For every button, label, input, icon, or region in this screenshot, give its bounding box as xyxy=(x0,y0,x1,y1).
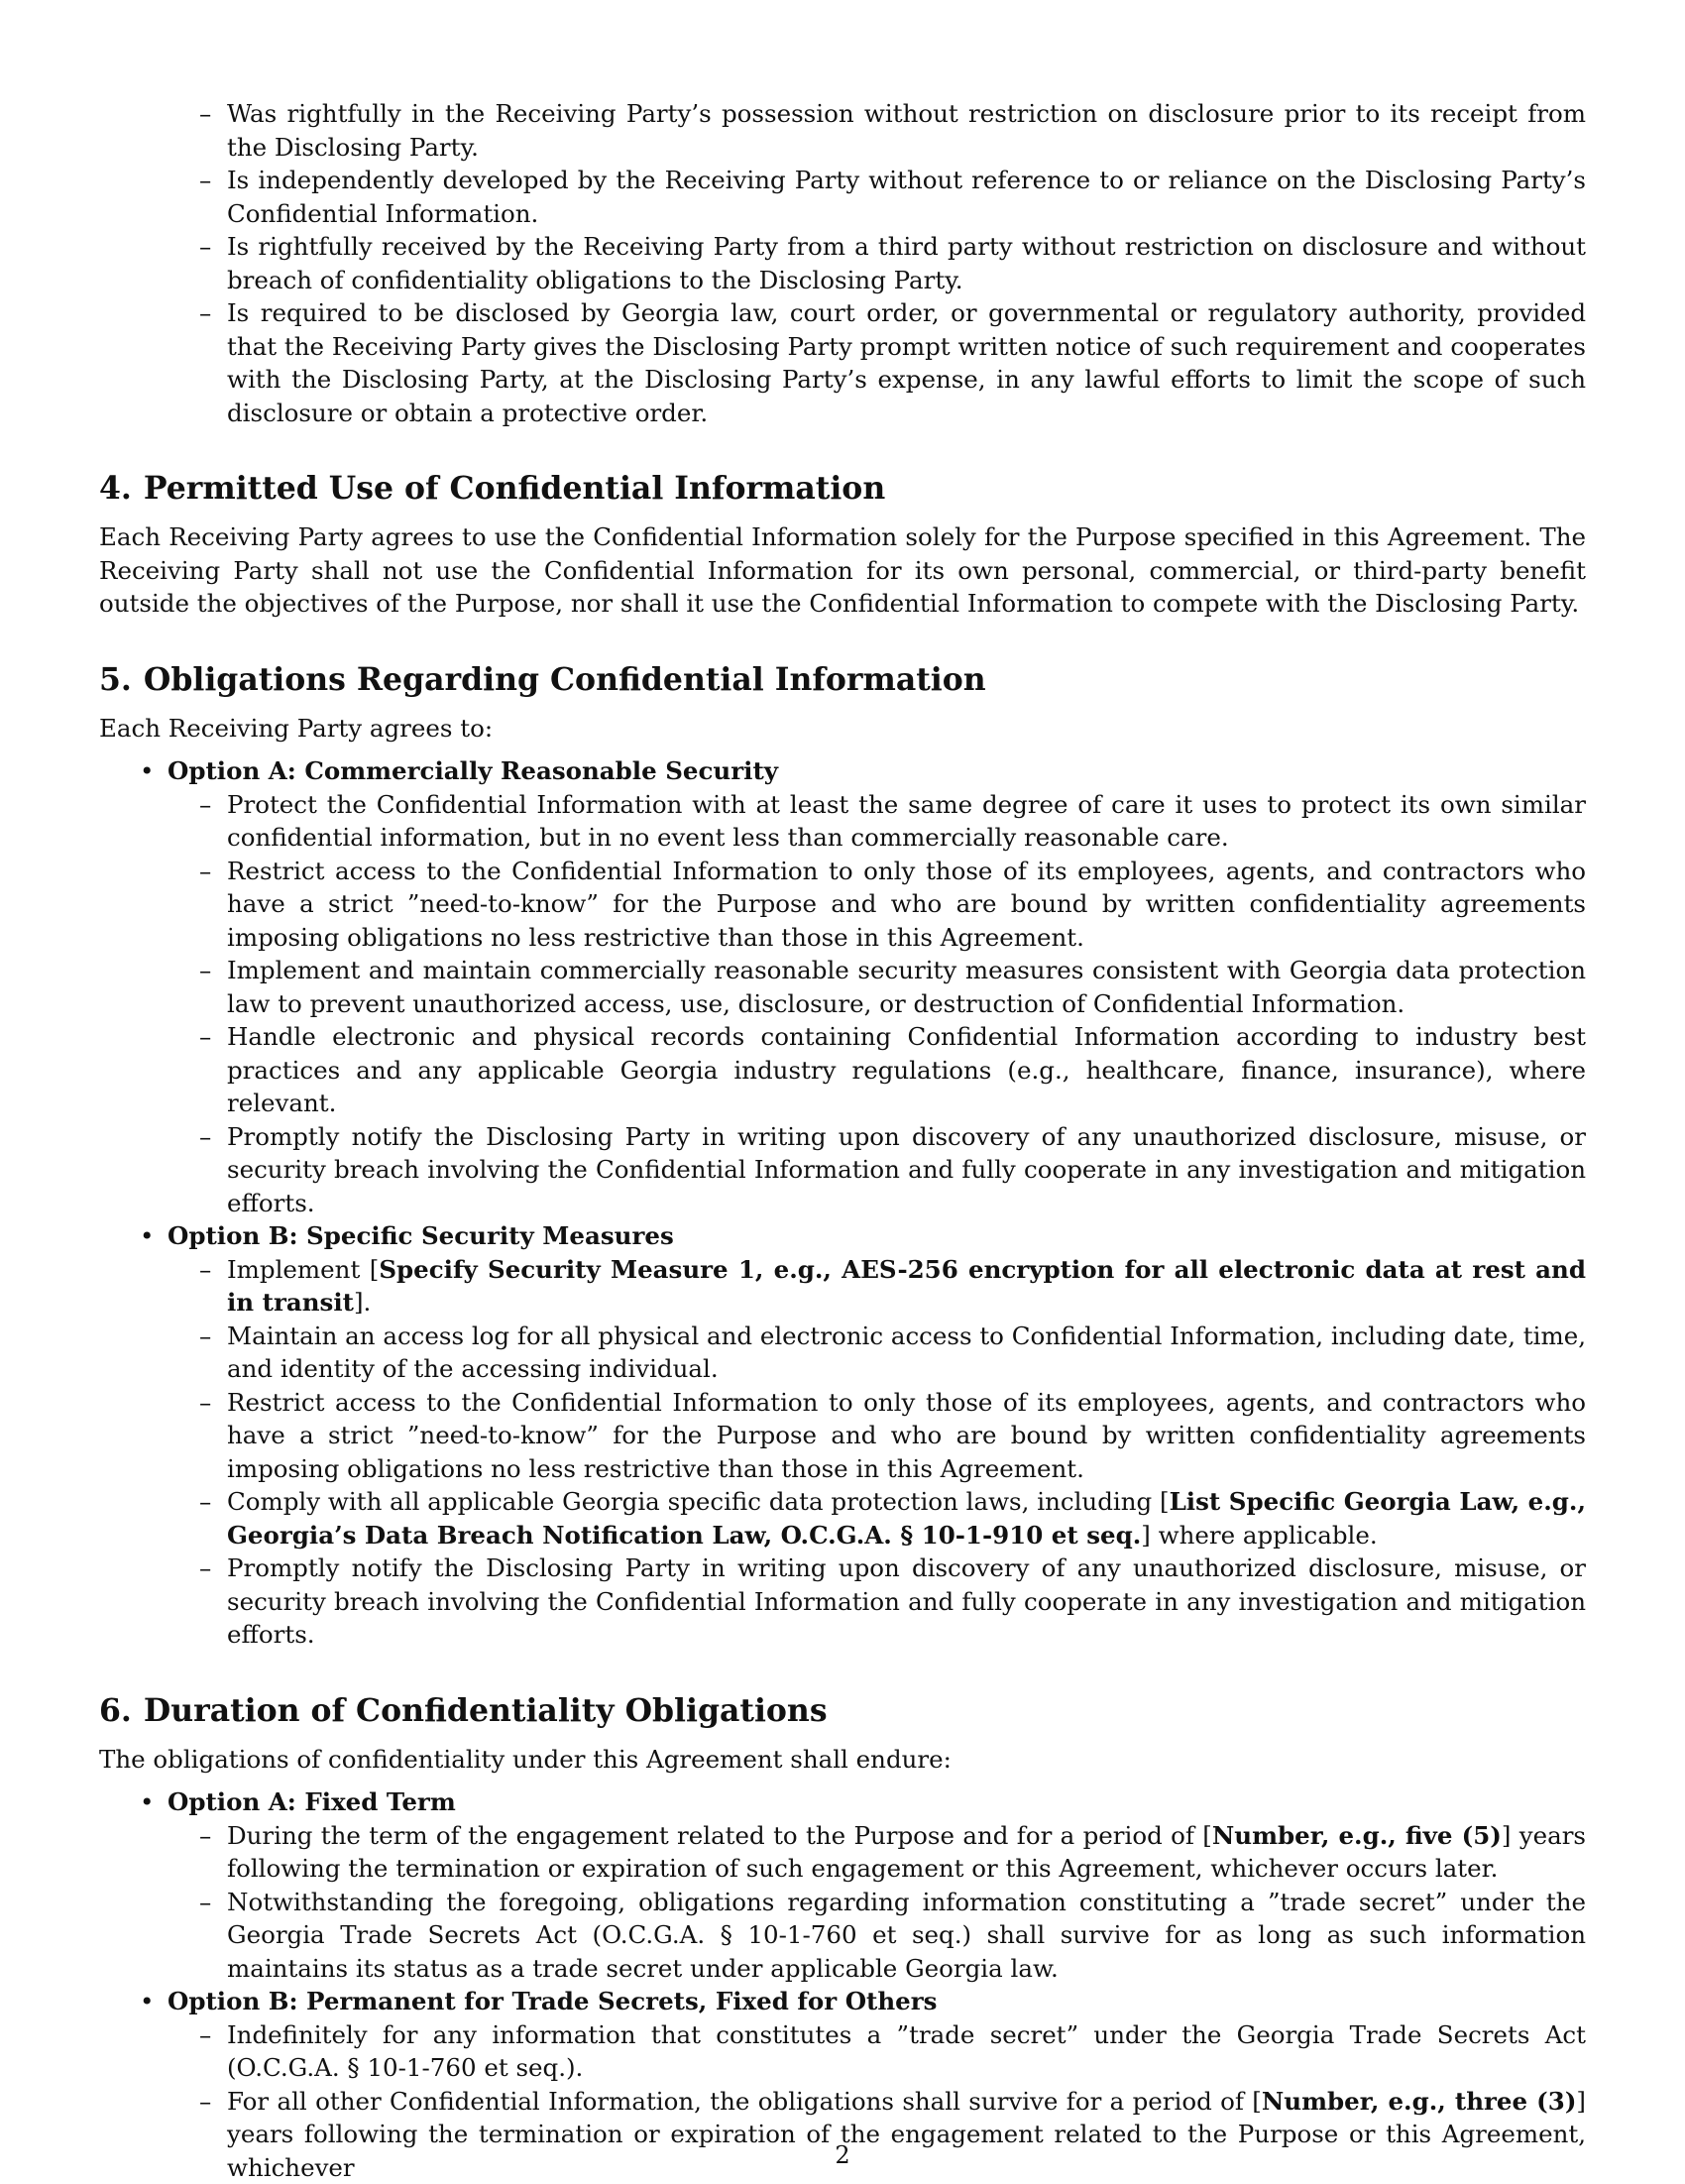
option-title: • Option B: Specific Security Measures xyxy=(168,1219,1586,1253)
list-item: – Indefinitely for any information that constitutes a ”trade secret” under the Georgia Trade Secrets Act (O.C.G.A. § 10-1-760 et seq.). xyxy=(227,2018,1586,2085)
list-item: – Protect the Confidential Information with at least the same degree of care it uses to protect its own similar confidential information, but in no event less than commercially reasonable care. xyxy=(227,788,1586,855)
option-b-list xyxy=(168,1253,1586,1652)
option-a-list xyxy=(168,1819,1586,1986)
list-item: – Restrict access to the Confidential Information to only those of its employees, agents, and contractors who have a strict ”need-to-know” for the Purpose and who are bound by written confidentiality agreements imposing obligations no less restrictive than those in this Agreement. xyxy=(227,855,1586,955)
placeholder-text: Number, e.g., three (3) xyxy=(1262,2087,1577,2116)
section4-body: Each Receiving Party agrees to use the Confidential Information solely for the Purpose specified in this Agreement. The Receiving Party shall not use the Confidential Information for its own personal, commercial, or third-party benefit outside the objectives of the Purpose, nor shall it use the Confidential Information to compete with the Disclosing Party. xyxy=(99,520,1586,621)
list-item xyxy=(227,1253,1586,1320)
item-text: ] where applicable. xyxy=(1141,1521,1377,1550)
list-item: – Is rightfully received by the Receiving Party from a third party without restriction on disclosure and without breach of confidentiality obligations to the Disclosing Party. xyxy=(227,230,1586,296)
list-item: – Promptly notify the Disclosing Party in writing upon discovery of any unauthorized disclosure, misuse, or security breach involving the Confidential Information and fully cooperate in any investigation and mitigation efforts. xyxy=(227,1552,1586,1652)
section-number: 6. xyxy=(99,1692,132,1729)
list-item: – Was rightfully in the Receiving Party’s possession without restriction on disclosure prior to its receipt from the Disclosing Party. xyxy=(227,97,1586,164)
section5-options xyxy=(99,754,1586,1652)
option-title: • Option A: Fixed Term xyxy=(168,1785,1586,1819)
list-item: – Notwithstanding the foregoing, obligations regarding information constituting a ”trade secret” under the Georgia Trade Secrets Act (O.C.G.A. § 10-1-760 et seq.) shall survive for as long as such information maintains its status as a trade secret under applicable Georgia law. xyxy=(227,1886,1586,1986)
placeholder-text: Number, e.g., five (5) xyxy=(1212,1821,1502,1850)
list-item: – Is required to be disclosed by Georgia law, court order, or governmental or regulatory authority, provided that the Receiving Party gives the Disclosing Party prompt written notice of such requirement and cooperates with the Disclosing Party, at the Disclosing Party’s expense, in any lawful efforts to limit the scope of such disclosure or obtain a protective order. xyxy=(227,296,1586,429)
item-text: ] years following the termination or expiration of the engagement related to the Purpose or this Agreement, whichever xyxy=(227,2087,1586,2182)
section4-heading xyxy=(99,469,1586,509)
list-item: – Maintain an access log for all physical and electronic access to Confidential Information, including date, time, and identity of the accessing individual. xyxy=(227,1320,1586,1386)
item-text: ]. xyxy=(354,1288,371,1317)
option-title: • Option A: Commercially Reasonable Security xyxy=(168,754,1586,788)
section6-options xyxy=(99,1785,1586,2184)
list-item: – Promptly notify the Disclosing Party in writing upon discovery of any unauthorized disclosure, misuse, or security breach involving the Confidential Information and fully cooperate in any investigation and mitigation efforts. xyxy=(227,1120,1586,1220)
section-title: Duration of Confidentiality Obligations xyxy=(144,1692,828,1729)
option-b xyxy=(168,1219,1586,1652)
section-number: 4. xyxy=(99,470,132,507)
list-item: – Implement and maintain commercially reasonable security measures consistent with Georgia data protection law to prevent unauthorized access, use, disclosure, or destruction of Confidential Information. xyxy=(227,954,1586,1020)
section5-intro: Each Receiving Party agrees to: xyxy=(99,712,1586,746)
section6-intro: The obligations of confidentiality under this Agreement shall endure: xyxy=(99,1743,1586,1777)
list-item: – Handle electronic and physical records containing Confidential Information according to industry best practices and any applicable Georgia industry regulations (e.g., healthcare, finance, insurance), where relevant. xyxy=(227,1020,1586,1120)
option-a xyxy=(168,754,1586,1219)
section-title: Obligations Regarding Confidential Information xyxy=(144,661,986,698)
list-item xyxy=(227,1819,1586,1886)
item-text: During the term of the engagement related to the Purpose and for a period of [ xyxy=(227,1821,1212,1850)
placeholder-text: Specify Security Measure 1, e.g., AES-256 encryption for all electronic data at rest and in transit xyxy=(227,1255,1586,1318)
section-title: Permitted Use of Confidential Information xyxy=(144,470,885,507)
item-text: For all other Confidential Information, the obligations shall survive for a period of [ xyxy=(227,2087,1262,2116)
placeholder-text: List Specific Georgia Law, e.g., Georgia’s Data Breach Notification Law, O.C.G.A. § 10-1-910 et seq. xyxy=(227,1487,1586,1550)
section3-list xyxy=(99,97,1586,429)
section6-heading xyxy=(99,1691,1586,1731)
document-page xyxy=(99,97,1586,2184)
option-a xyxy=(168,1785,1586,1985)
list-item xyxy=(227,1485,1586,1552)
section5-heading xyxy=(99,660,1586,700)
list-item: – Restrict access to the Confidential Information to only those of its employees, agents, and contractors who have a strict ”need-to-know” for the Purpose and who are bound by written confidentiality agreements imposing obligations no less restrictive than those in this Agreement. xyxy=(227,1386,1586,1486)
page-number: 2 xyxy=(0,2141,1685,2169)
item-text: Comply with all applicable Georgia specific data protection laws, including [ xyxy=(227,1487,1170,1516)
section-number: 5. xyxy=(99,661,132,698)
item-text: Implement [ xyxy=(227,1255,379,1284)
item-text: ] years following the termination or expiration of such engagement or this Agreement, whichever occurs later. xyxy=(227,1821,1586,1884)
option-title: • Option B: Permanent for Trade Secrets, Fixed for Others xyxy=(168,1985,1586,2018)
option-a-list xyxy=(168,788,1586,1220)
list-item: – Is independently developed by the Receiving Party without reference to or reliance on the Disclosing Party’s Confidential Information. xyxy=(227,164,1586,230)
